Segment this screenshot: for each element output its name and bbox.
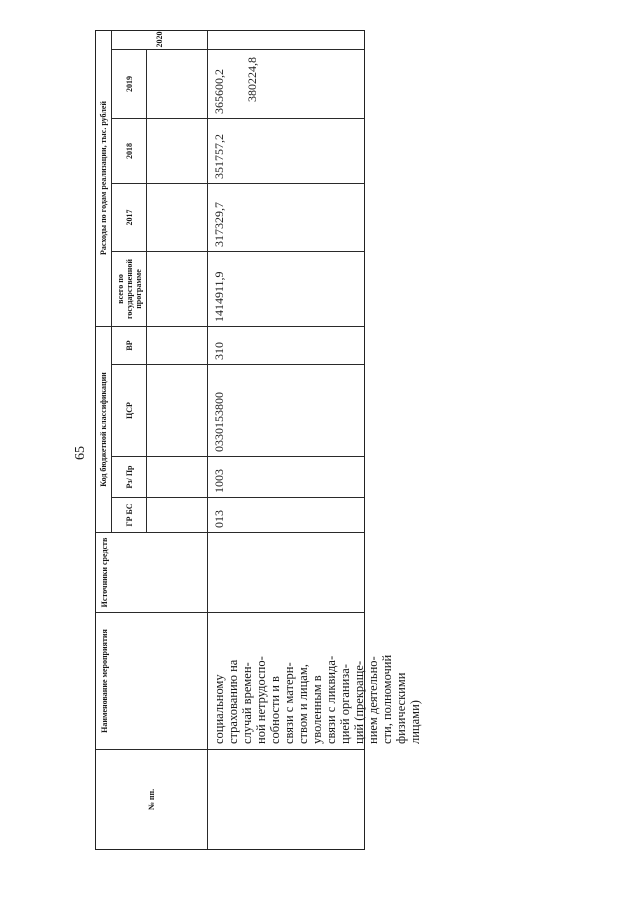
header-2017: 2017 (111, 184, 146, 252)
header-budget-classification: Код бюджетной классификации (95, 327, 111, 533)
budget-table-rotated (95, 30, 422, 850)
blank-cell (146, 457, 207, 498)
row-2019: 365600,2 (207, 50, 365, 119)
blank-cell (146, 184, 207, 252)
row-2020-value: 380224,8 (245, 57, 259, 103)
row-num (207, 750, 365, 850)
row-grbs: 013 (207, 498, 365, 533)
header-csr: ЦСР (111, 365, 146, 457)
header-name: Наименование мероприятия (95, 613, 207, 750)
row-name: социальному страхованию на случай времен- ной нетрудоспо- собности и в связи с матерн- ством и лицам, уволенным в связи с ликвида- цией организа- ций (прекраще- нием деятельно- сти, полномочий физическими лицами) (207, 613, 365, 750)
header-2020: 2020 (111, 30, 207, 50)
blank-cell (146, 365, 207, 457)
header-2018: 2018 (111, 119, 146, 184)
header-vr: ВР (111, 327, 146, 365)
blank-cell (146, 119, 207, 184)
row-csr: 0330153800 (207, 365, 365, 457)
row-rzpr: 1003 (207, 457, 365, 498)
blank-cell (146, 252, 207, 327)
blank-cell (146, 50, 207, 119)
header-grbs: ГР БС (111, 498, 146, 533)
row-source (207, 533, 365, 613)
row-2017: 317329,7 (207, 184, 365, 252)
header-2019: 2019 (111, 50, 146, 119)
header-source: Источники средств (95, 533, 207, 613)
row-vr: 310 (207, 327, 365, 365)
row-2020-spacer (207, 30, 365, 50)
row-total: 1414911,9 (207, 252, 365, 327)
header-rzpr: Рз/ Пр (111, 457, 146, 498)
header-num: № пп. (95, 750, 207, 850)
budget-table (95, 30, 422, 850)
header-total: всего по государственной программе (111, 252, 146, 327)
blank-cell (146, 327, 207, 365)
blank-cell (146, 498, 207, 533)
header-expenses: Расходы по годам реализации, тыс. рублей (95, 30, 111, 327)
page-number: 65 (73, 446, 88, 460)
row-2018: 351757,2 (207, 119, 365, 184)
